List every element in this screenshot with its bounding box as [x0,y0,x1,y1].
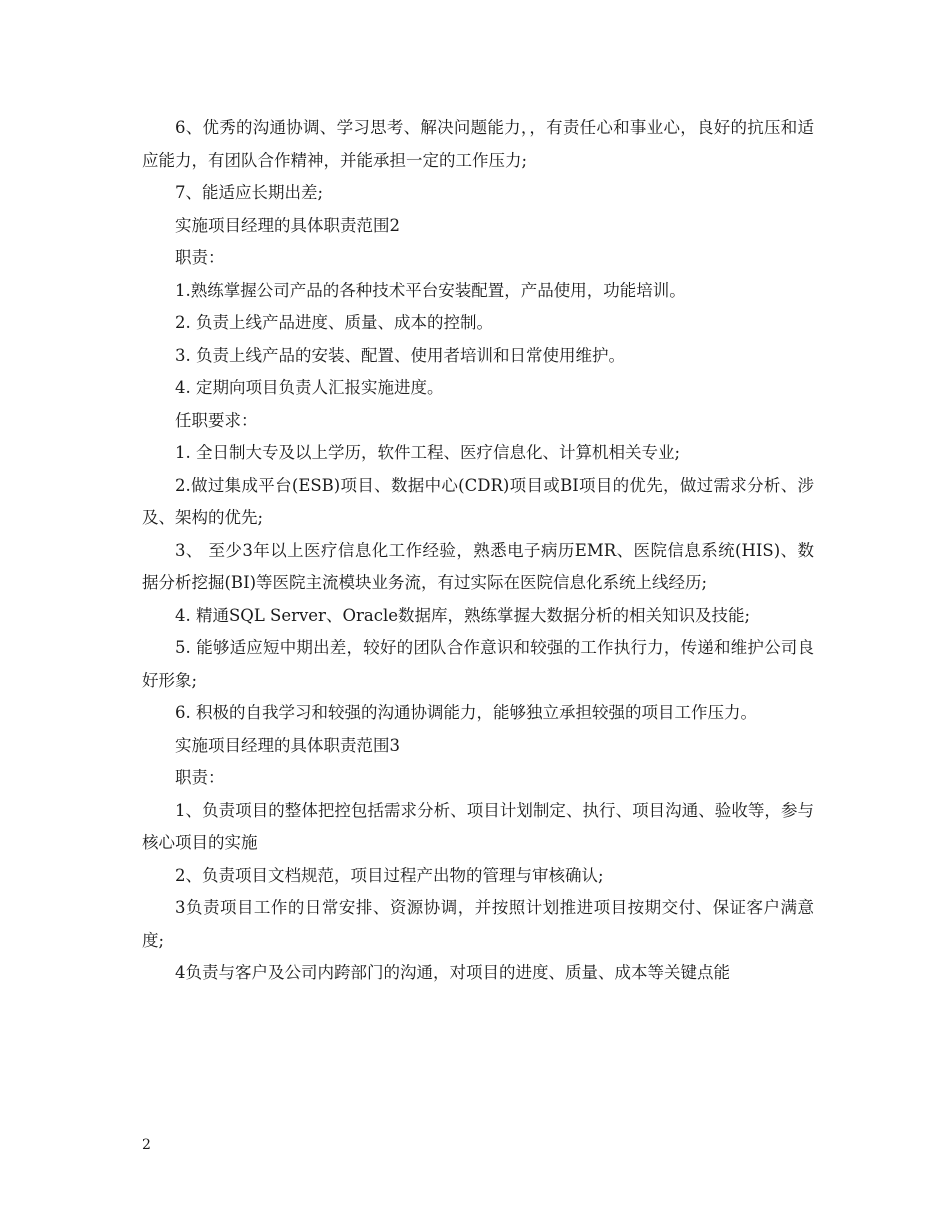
paragraph-14: 5. 能够适应短中期出差，较好的团队合作意识和较强的工作执行力，传递和维护公司良好形象; [142,638,814,690]
paragraph-5: 1.熟练掌握公司产品的各种技术平台安装配置，产品使用，功能培训。 [175,280,686,300]
paragraph-10: 1. 全日制大专及以上学历，软件工程、医疗信息化、计算机相关专业; [175,443,681,462]
paragraph-2: 7、能适应长期出差; [175,183,324,202]
paragraph-19: 2、负责项目文档规范，项目过程产出物的管理与审核确认; [175,865,604,885]
section-heading-3: 实施项目经理的具体职责范围3 [175,735,400,755]
paragraph-1: 6、优秀的沟通协调、学习思考、解决问题能力，，有责任心和事业心，良好的抗压和适应能力，有团队合作精神，并能承担一定的工作压力; [142,118,814,170]
duties-label-2: 职责： [175,768,225,787]
paragraph-15: 6. 积极的自我学习和较强的沟通协调能力，能够独立承担较强的项目工作压力。 [175,703,757,722]
document-body [142,112,814,990]
paragraph-13: 4. 精通SQL Server、Oracle数据库，熟练掌握大数据分析的相关知识及技能; [175,605,751,625]
paragraph-6: 2. 负责上线产品进度、质量、成本的控制。 [175,313,493,332]
page-number: 2 [142,1137,151,1153]
paragraph-7: 3. 负责上线产品的安装、配置、使用者培训和日常使用维护。 [175,345,625,365]
paragraph-21: 4负责与客户及公司内跨部门的沟通，对项目的进度、质量、成本等关键点能 [175,963,730,982]
paragraph-8: 4. 定期向项目负责人汇报实施进度。 [175,378,444,397]
paragraph-18: 1、负责项目的整体把控包括需求分析、项目计划制定、执行、项目沟通、验收等，参与核心项目的实施 [142,800,814,852]
paragraph-12: 3、 至少3年以上医疗信息化工作经验，熟悉电子病历EMR、医院信息系统(HIS)、数据分析挖掘(BI)等医院主流模块业务流，有过实际在医院信息化系统上线经历; [142,540,814,592]
paragraph-20: 3负责项目工作的日常安排、资源协调，并按照计划推进项目按期交付、保证客户满意度; [142,898,814,950]
requirements-label: 任职要求： [175,410,258,430]
paragraph-11: 2.做过集成平台(ESB)项目、数据中心(CDR)项目或BI项目的优先，做过需求分析、涉及、架构的优先; [142,475,814,527]
section-heading-2: 实施项目经理的具体职责范围2 [175,215,400,235]
duties-label: 职责： [175,248,225,267]
